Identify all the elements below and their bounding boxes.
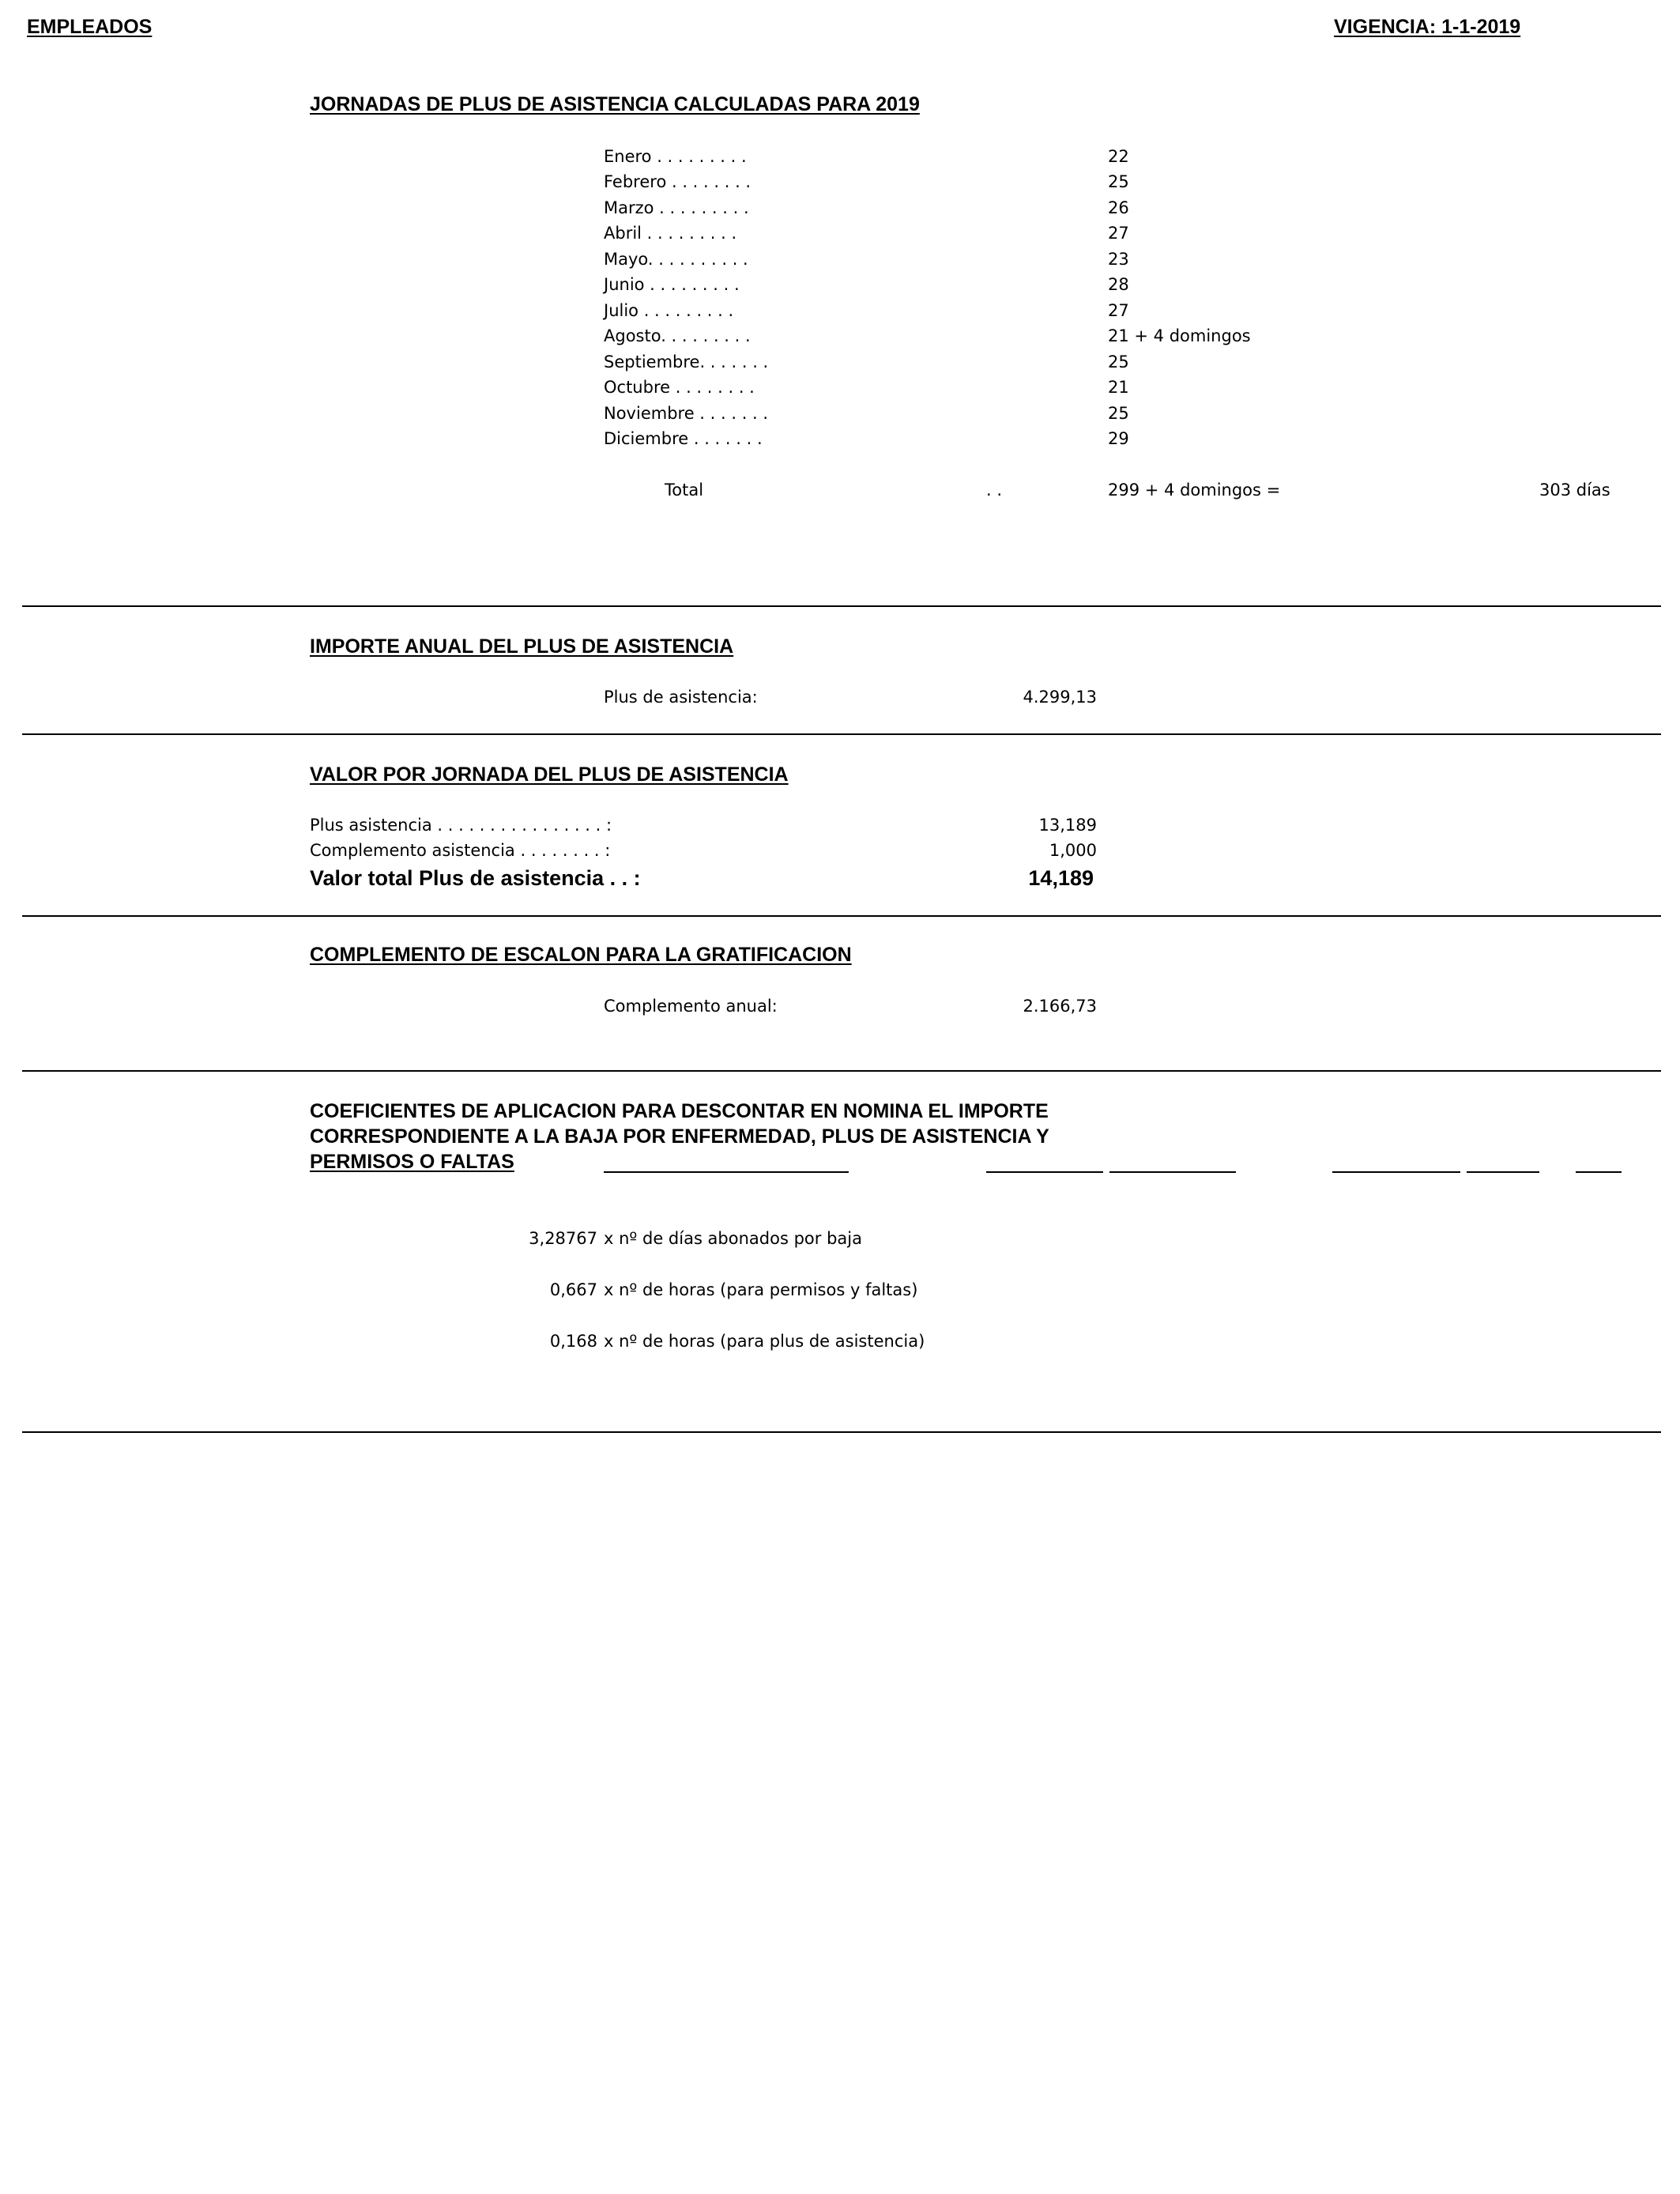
month-label: Noviembre . . . . . . . — [604, 404, 769, 423]
divider — [22, 605, 1661, 607]
divider — [22, 1431, 1661, 1433]
importe-label: Plus de asistencia: — [604, 688, 758, 707]
month-value: 21 — [1108, 378, 1129, 397]
coef-desc: x nº de horas (para plus de asistencia) — [604, 1332, 925, 1351]
complemento-title: COMPLEMENTO DE ESCALON PARA LA GRATIFICACION — [310, 944, 852, 966]
total-value: 299 + 4 domingos = — [1108, 481, 1281, 499]
fill-line — [604, 1171, 849, 1173]
month-value: 23 — [1108, 250, 1129, 269]
month-label: Febrero . . . . . . . . — [604, 172, 751, 191]
coeficientes-title-line: PERMISOS O FALTAS — [310, 1151, 514, 1173]
valor-row-value: 1,000 — [1049, 841, 1097, 860]
month-value: 22 — [1108, 147, 1129, 166]
valor-row-value: 13,189 — [1038, 816, 1097, 835]
month-value: 28 — [1108, 275, 1129, 294]
month-value: 21 + 4 domingos — [1108, 326, 1251, 345]
month-label: Septiembre. . . . . . . — [604, 352, 769, 371]
month-label: Mayo. . . . . . . . . . — [604, 250, 748, 269]
coeficientes-title-line: CORRESPONDIENTE A LA BAJA POR ENFERMEDAD, PLUS DE ASISTENCIA Y — [310, 1125, 1049, 1148]
importe-title: IMPORTE ANUAL DEL PLUS DE ASISTENCIA — [310, 635, 734, 658]
month-label: Marzo . . . . . . . . . — [604, 198, 749, 217]
month-label: Julio . . . . . . . . . — [604, 301, 734, 320]
divider — [22, 915, 1661, 917]
total-dots: . . — [986, 481, 1003, 499]
fill-line — [1467, 1171, 1539, 1173]
valor-title: VALOR POR JORNADA DEL PLUS DE ASISTENCIA — [310, 763, 789, 786]
coef-value: 0,168 — [549, 1332, 597, 1351]
fill-line — [1332, 1171, 1460, 1173]
divider — [22, 733, 1661, 735]
coef-desc: x nº de horas (para permisos y faltas) — [604, 1280, 918, 1299]
coef-value: 3,28767 — [529, 1229, 597, 1248]
total-days: 303 días — [1539, 481, 1610, 499]
month-label: Octubre . . . . . . . . — [604, 378, 755, 397]
fill-line — [1576, 1171, 1622, 1173]
divider — [22, 1070, 1661, 1072]
month-value: 25 — [1108, 352, 1129, 371]
fill-line — [986, 1171, 1103, 1173]
month-label: Abril . . . . . . . . . — [604, 224, 737, 243]
header-right: VIGENCIA: 1-1-2019 — [1334, 16, 1521, 38]
month-label: Junio . . . . . . . . . — [604, 275, 740, 294]
month-label: Agosto. . . . . . . . . — [604, 326, 751, 345]
month-value: 27 — [1108, 301, 1129, 320]
coeficientes-title-line: COEFICIENTES DE APLICACION PARA DESCONTAR EN NOMINA EL IMPORTE — [310, 1100, 1049, 1122]
total-label: Total — [665, 481, 704, 499]
month-value: 25 — [1108, 172, 1129, 191]
coef-value: 0,667 — [549, 1280, 597, 1299]
importe-value: 4.299,13 — [1023, 688, 1097, 707]
valor-row-label: Plus asistencia . . . . . . . . . . . . . . . . : — [310, 816, 612, 835]
complemento-label: Complemento anual: — [604, 997, 778, 1016]
valor-total-value: 14,189 — [1028, 866, 1094, 890]
fill-line — [1109, 1171, 1236, 1173]
month-label: Enero . . . . . . . . . — [604, 147, 747, 166]
header-left: EMPLEADOS — [27, 16, 153, 38]
month-value: 26 — [1108, 198, 1129, 217]
month-label: Diciembre . . . . . . . — [604, 429, 763, 448]
month-value: 25 — [1108, 404, 1129, 423]
complemento-value: 2.166,73 — [1023, 997, 1097, 1016]
coeficientes-title — [310, 1099, 1049, 1174]
jornadas-title: JORNADAS DE PLUS DE ASISTENCIA CALCULADAS PARA 2019 — [310, 93, 920, 115]
valor-row-label: Complemento asistencia . . . . . . . . : — [310, 841, 611, 860]
valor-total-label: Valor total Plus de asistencia . . : — [310, 866, 641, 890]
coef-desc: x nº de días abonados por baja — [604, 1229, 862, 1248]
month-value: 27 — [1108, 224, 1129, 243]
month-value: 29 — [1108, 429, 1129, 448]
